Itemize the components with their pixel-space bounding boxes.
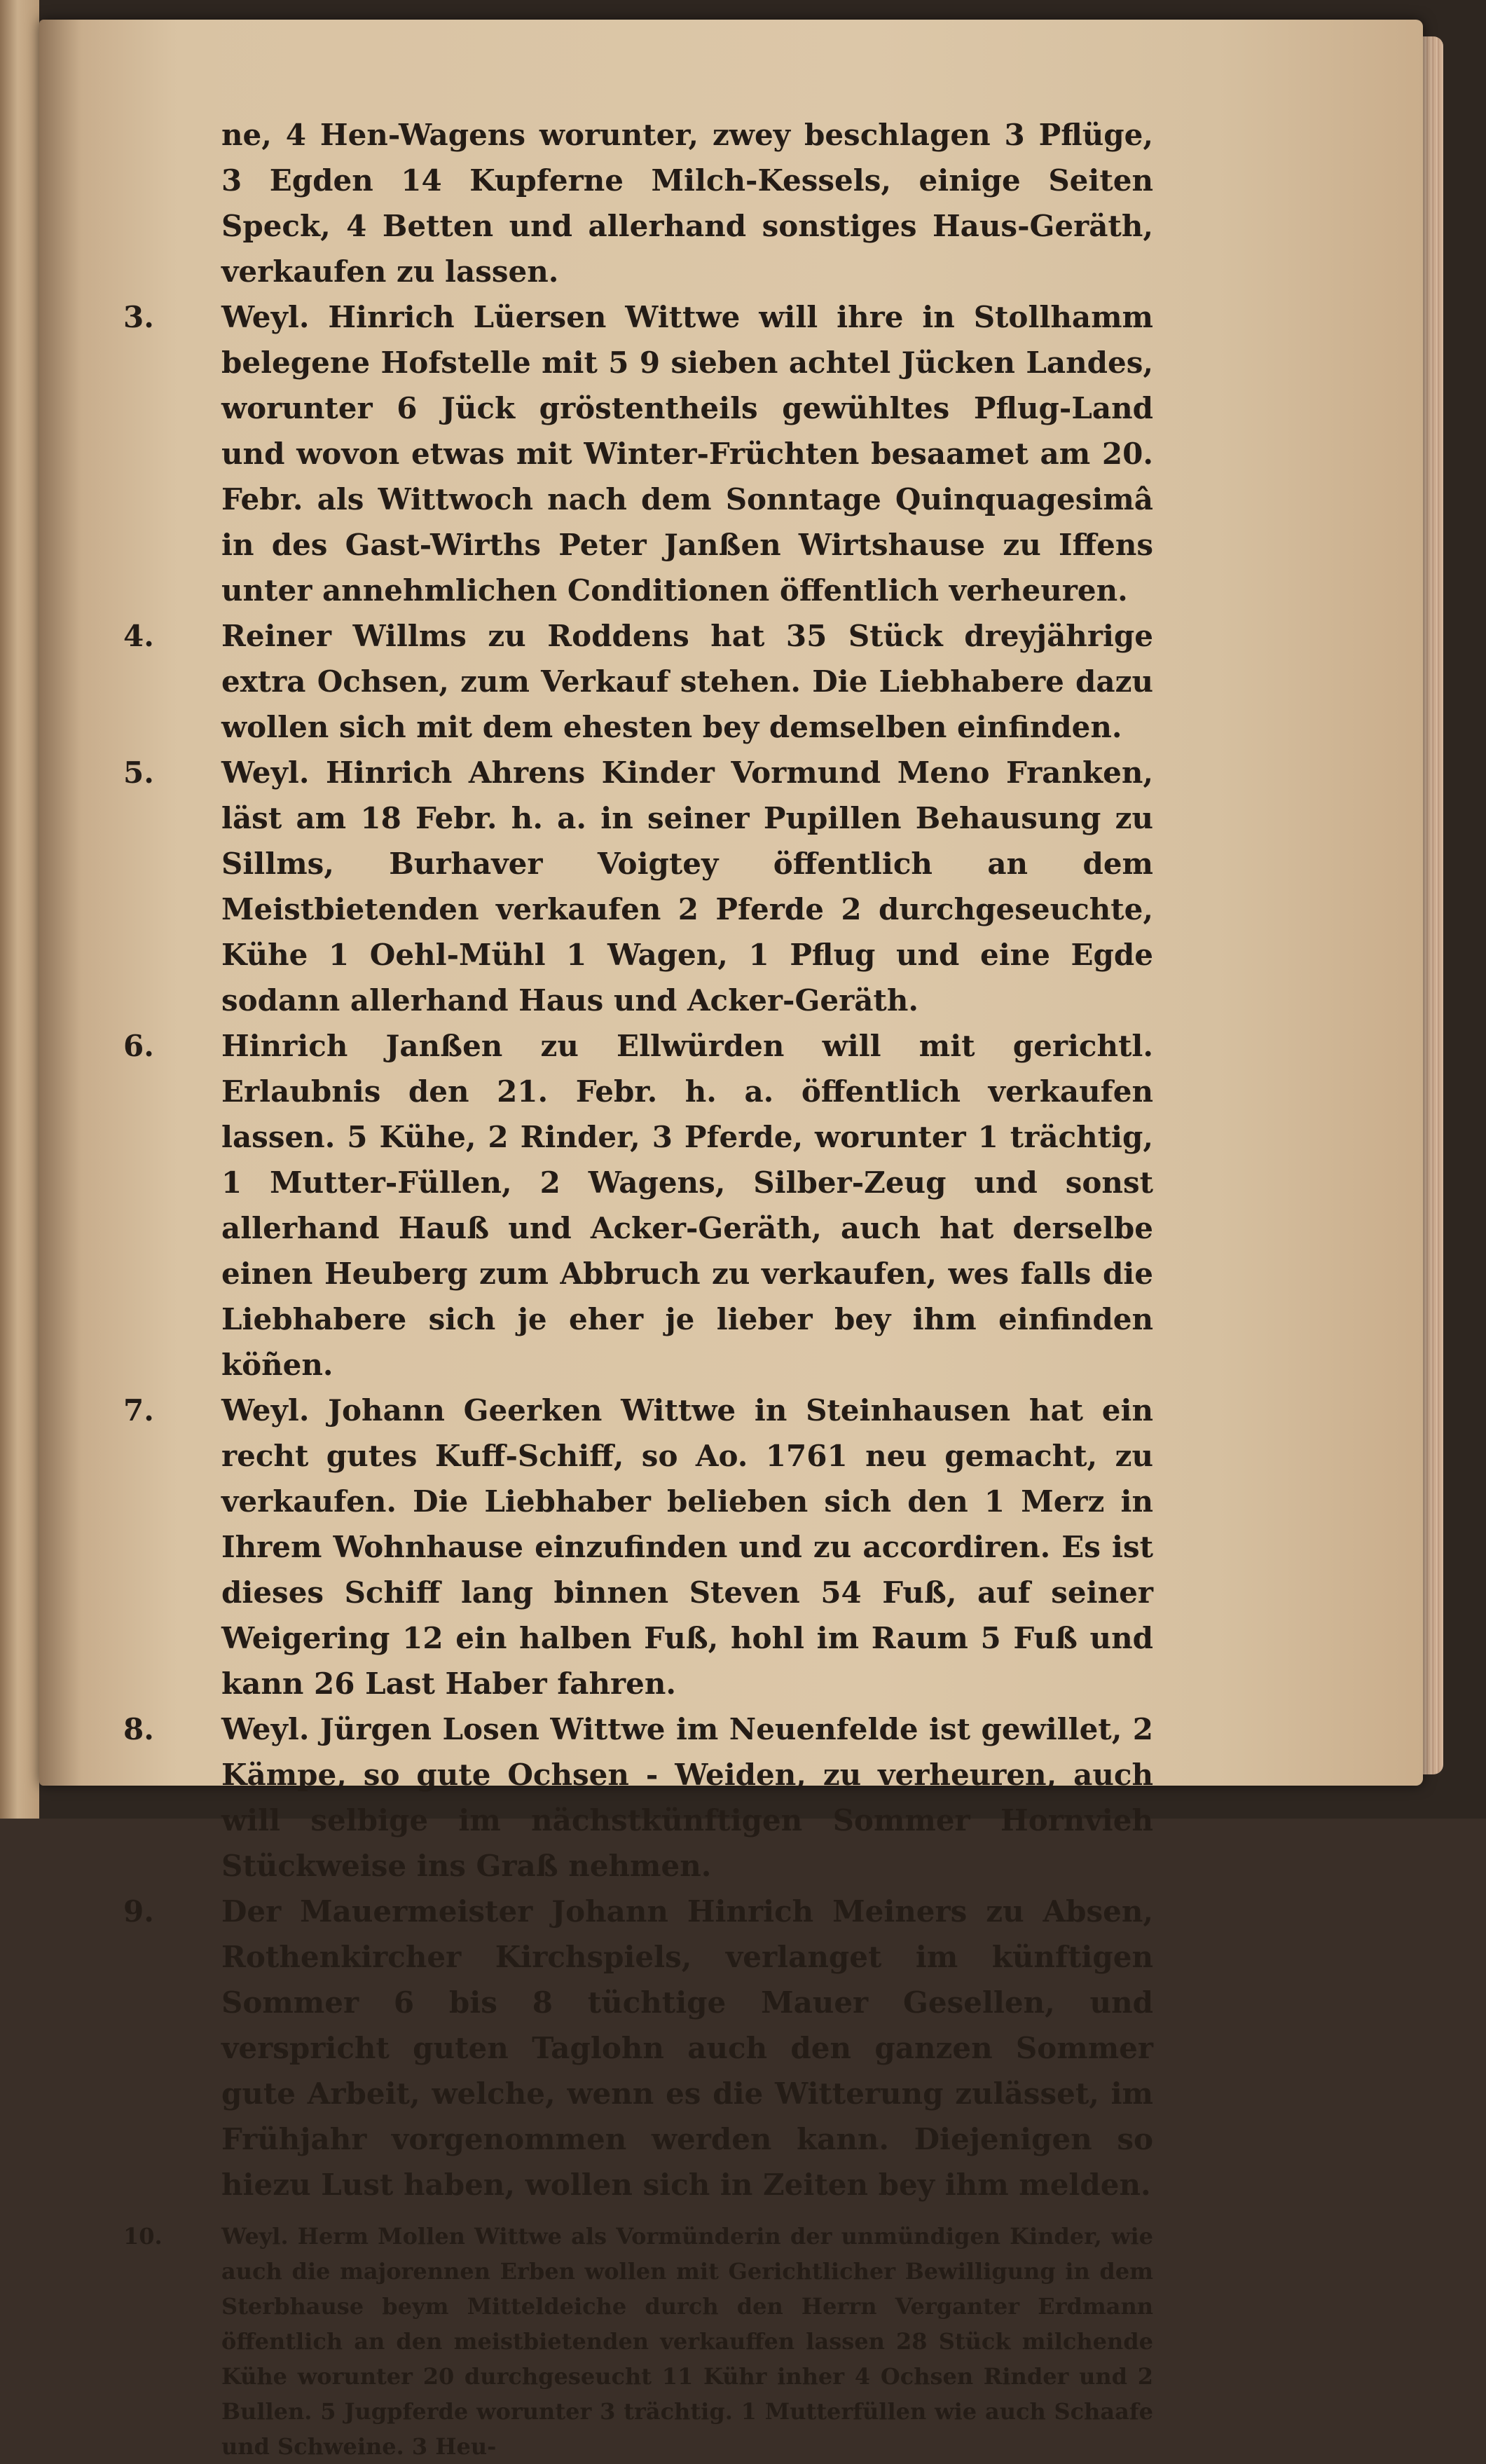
entry-number: 4.	[123, 619, 154, 653]
page-text	[123, 112, 1153, 2464]
entry-text: Reiner Willms zu Roddens hat 35 Stück dreyjährige extra Ochsen, zum Verkauf stehen. Die Liebhabere dazu wollen sich mit dem ehesten bey demselben einfinden.	[221, 619, 1153, 744]
entry-7	[123, 1388, 1153, 1706]
intro-paragraph: ne, 4 Hen-Wagens worunter, zwey beschlagen 3 Pflüge, 3 Egden 14 Kupferne Milch-Kessels, einige Seiten Speck, 4 Betten und allerhand sonstiges Haus-Geräth, verkaufen zu lassen.	[221, 118, 1153, 289]
entry-10	[123, 2219, 1153, 2464]
entry-9	[123, 1889, 1153, 2208]
entry-text: Weyl. Herm Mollen Wittwe als Vormünderin der unmündigen Kinder, wie auch die majorennen Erben wollen mit Gerichtlicher Bewilligung in dem Sterbhause beym Mitteldeiche durch den Herrn Verganter Erdmann öffentlich an den meistbietenden verkauffen lassen 28 Stück milchende Kühe worunter 20 durchgeseucht 11 Kühr inher 4 Ochsen Rinder und 2 Bullen. 5 Jugpferde worunter 3 trächtig. 1 Mutterfüllen wie auch Schaafe und Schweine. 3 Heu-	[221, 2223, 1153, 2460]
entry-8	[123, 1706, 1153, 1889]
entry-3	[123, 294, 1153, 613]
entry-6	[123, 1023, 1153, 1388]
entry-text: Weyl. Jürgen Losen Wittwe im Neuenfelde ist gewillet, 2 Kämpe, so gute Ochsen - Weiden, zu verheuren, auch will selbige im nächstkünftigen Sommer Hornvieh Stückweise ins Graß nehmen.	[221, 1712, 1153, 1883]
entry-number: 9.	[123, 1894, 154, 1929]
entry-text: Weyl. Hinrich Lüersen Wittwe will ihre in Stollhamm belegene Hofstelle mit 5 9 sieben achtel Jücken Landes, worunter 6 Jück gröstentheils gewühltes Pflug-Land und wovon etwas mit Winter-Früchten besaamet am 20. Febr. als Wittwoch nach dem Sonntage Quinquagesimâ in des Gast-Wirths Peter Janßen Wirtshause zu Iffens unter annehmlichen Conditionen öffentlich verheuren.	[221, 300, 1153, 608]
left-page-edge	[0, 0, 39, 1819]
small-print-section	[123, 2219, 1153, 2464]
entry-number: 6.	[123, 1029, 154, 1063]
entry-text: Weyl. Johann Geerken Wittwe in Steinhausen hat ein recht gutes Kuff-Schiff, so Ao. 1761 neu gemacht, zu verkaufen. Die Liebhaber belieben sich den 1 Merz in Ihrem Wohnhause einzufinden und zu accordiren. Es ist dieses Schiff lang binnen Steven 54 Fuß, auf seiner Weigering 12 ein halben Fuß, hohl im Raum 5 Fuß und kann 26 Last Haber fahren.	[221, 1393, 1153, 1701]
entry-number: 5.	[123, 755, 154, 790]
entry-number: 3.	[123, 300, 154, 334]
entry-number: 7.	[123, 1393, 154, 1428]
entry-text: Der Mauermeister Johann Hinrich Meiners zu Absen, Rothenkircher Kirchspiels, verlanget im künftigen Sommer 6 bis 8 tüchtige Mauer Gesellen, und verspricht guten Taglohn auch den ganzen Sommer gute Arbeit, welche, wenn es die Witterung zulässet, im Frühjahr vorgenommen werden kann. Diejenigen so hiezu Lust haben, wollen sich in Zeiten bey ihm melden.	[221, 1894, 1153, 2202]
entry-text: Weyl. Hinrich Ahrens Kinder Vormund Meno Franken, läst am 18 Febr. h. a. in seiner Pupillen Behausung zu Sillms, Burhaver Voigtey öffentlich an dem Meistbietenden verkaufen 2 Pferde 2 durchgeseuchte, Kühe 1 Oehl-Mühl 1 Wagen, 1 Pflug und eine Egde sodann allerhand Haus und Acker-Geräth.	[221, 755, 1153, 1018]
entry-5	[123, 750, 1153, 1023]
entry-text: Hinrich Janßen zu Ellwürden will mit gerichtl. Erlaubnis den 21. Febr. h. a. öffentlich verkaufen lassen. 5 Kühe, 2 Rinder, 3 Pferde, worunter 1 trächtig, 1 Mutter-Füllen, 2 Wagens, Silber-Zeug und sonst allerhand Hauß und Acker-Geräth, auch hat derselbe einen Heuberg zum Abbruch zu verkaufen, wes falls die Liebhabere sich je eher je lieber bey ihm einfinden köñen.	[221, 1029, 1153, 1382]
entry-number: 8.	[123, 1712, 154, 1746]
entry-number: 10.	[123, 2223, 163, 2250]
entry-4	[123, 613, 1153, 750]
